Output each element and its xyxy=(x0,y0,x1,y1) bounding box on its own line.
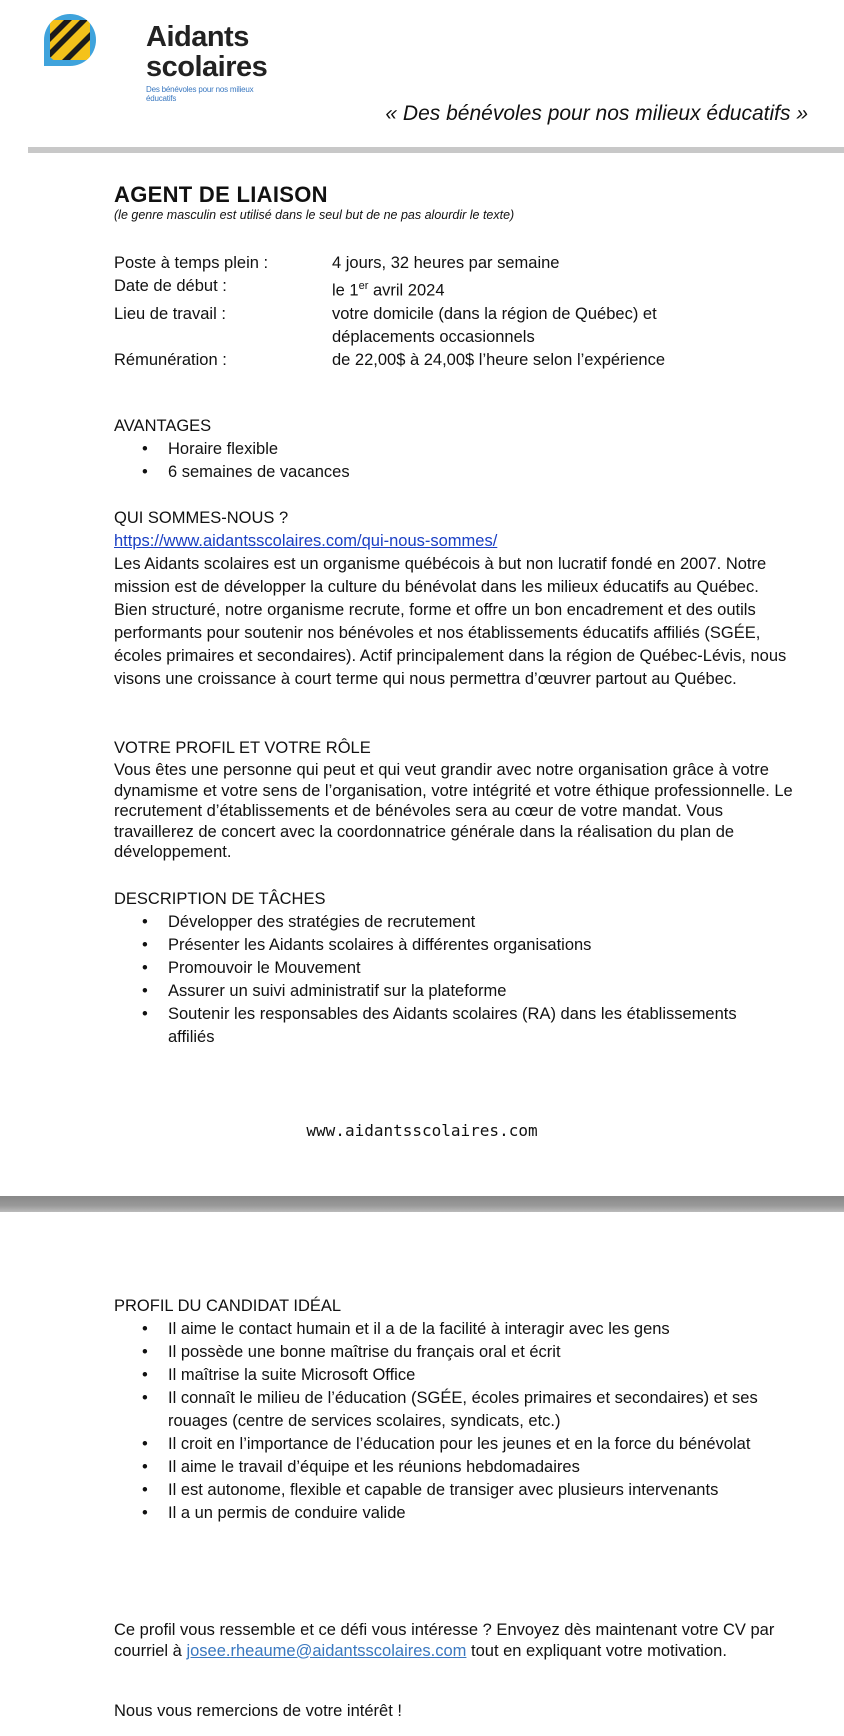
section-heading: QUI SOMMES-NOUS ? xyxy=(114,509,289,527)
profile-role-section xyxy=(114,737,794,863)
fact-label: Rémunération : xyxy=(114,350,227,369)
gender-note: (le genre masculin est utilisé dans le seul but de ne pas alourdir le texte) xyxy=(114,208,515,222)
about-link[interactable]: https://www.aidantsscolaires.com/qui-nous-sommes/ xyxy=(114,532,498,550)
profile-role-text: Vous êtes une personne qui peut et qui veut grandir avec notre organisation grâce à votre dynamisme et votre sens de l’organisation, votre intégrité et votre éthique professionnelle. Le recrutement d’établissements et de bénévoles sera au cœur de votre mandat. Vous travaillerez de concert avec la coordonnatrice générale dans la réalisation du plan de développement. xyxy=(114,761,793,861)
logo xyxy=(40,10,280,103)
apply-text-end: tout en expliquant votre motivation. xyxy=(466,1641,727,1660)
logo-mark-icon xyxy=(40,10,104,74)
advantages-list xyxy=(114,438,794,484)
fact-row-start-date xyxy=(114,275,794,303)
list-item: • Soutenir les responsables des Aidants scolaires (RA) dans les établissements affiliés xyxy=(114,1003,744,1049)
list-item: • Développer des stratégies de recrutement xyxy=(114,911,744,934)
contact-email-link[interactable]: josee.rheaume@aidantsscolaires.com xyxy=(186,1641,467,1660)
fact-label: Lieu de travail : xyxy=(114,304,226,323)
list-item: • Horaire flexible xyxy=(114,438,794,461)
header-divider xyxy=(28,147,844,153)
job-title: AGENT DE LIAISON xyxy=(114,182,328,207)
section-heading: PROFIL DU CANDIDAT IDÉAL xyxy=(114,1297,342,1315)
logo-wordmark: Aidants scolaires xyxy=(146,21,268,83)
fact-value: votre domicile (dans la région de Québec) et déplacements occasionnels xyxy=(332,304,657,346)
apply-paragraph xyxy=(114,1620,794,1661)
tasks-section xyxy=(114,888,794,1049)
fact-value: le 1er avril 2024 xyxy=(332,280,445,300)
fact-row-schedule xyxy=(114,252,794,275)
fact-label: Date de début : xyxy=(114,277,227,295)
list-item: • Il maîtrise la suite Microsoft Office xyxy=(114,1364,784,1387)
list-item: • Il possède une bonne maîtrise du français oral et écrit xyxy=(114,1341,784,1364)
tasks-list xyxy=(114,911,744,1049)
job-facts xyxy=(114,252,794,372)
page-break-divider xyxy=(0,1196,844,1212)
list-item: • Il est autonome, flexible et capable de transiger avec plusieurs intervenants xyxy=(114,1479,784,1502)
logo-subtitle: Des bénévoles pour nos milieux éducatifs xyxy=(146,85,254,103)
ideal-list xyxy=(114,1318,784,1525)
about-section xyxy=(114,507,794,691)
apply-text: Ce profil vous ressemble et ce défi vous intéresse ? Envoyez dès maintenant votre CV par courriel à xyxy=(114,1621,775,1660)
list-item: • Il connaît le milieu de l’éducation (SGÉE, écoles primaires et secondaires) et ses rouages (centre de services scolaires, syndicats, etc.) xyxy=(114,1387,784,1433)
tagline: « Des bénévoles pour nos milieux éducatifs » xyxy=(385,102,808,125)
fact-label: Poste à temps plein : xyxy=(114,254,269,272)
list-item: • Assurer un suivi administratif sur la plateforme xyxy=(114,980,744,1003)
fact-row-salary xyxy=(114,349,794,372)
ideal-candidate-section xyxy=(114,1295,794,1525)
about-text: Les Aidants scolaires est un organisme québécois à but non lucratif fondé en 2007. Notre mission est de développer la culture du bénévolat dans les milieux éducatifs au Québec. Bien structuré, notre organisme recrute, forme et offre un bon encadrement et des outils performants pour soutenir nos bénévoles et nos établissements éducatifs affiliés (SGÉE, écoles primaires et secondaires). Actif principalement dans la région de Québec-Lévis, nous visons une croissance à court terme qui nous permettra d’œuvrer partout au Québec. xyxy=(114,555,787,688)
list-item: • Il a un permis de conduire valide xyxy=(114,1502,784,1525)
advantages-section xyxy=(114,415,794,484)
list-item: • Il aime le contact humain et il a de la facilité à interagir avec les gens xyxy=(114,1318,784,1341)
fact-row-location xyxy=(114,303,794,349)
list-item: • Il croit en l’importance de l’éducation pour les jeunes et en la force du bénévolat xyxy=(114,1433,784,1456)
section-heading: AVANTAGES xyxy=(114,417,212,435)
section-heading: DESCRIPTION DE TÂCHES xyxy=(114,890,326,908)
list-item: • Présenter les Aidants scolaires à différentes organisations xyxy=(114,934,744,957)
list-item: • Promouvoir le Mouvement xyxy=(114,957,744,980)
list-item: • Il aime le travail d’équipe et les réunions hebdomadaires xyxy=(114,1456,784,1479)
list-item: • 6 semaines de vacances xyxy=(114,461,794,484)
fact-value: 4 jours, 32 heures par semaine xyxy=(332,254,560,272)
fact-value: de 22,00$ à 24,00$ l’heure selon l’expérience xyxy=(332,350,665,369)
section-heading: VOTRE PROFIL ET VOTRE RÔLE xyxy=(114,739,371,757)
footer-website: www.aidantsscolaires.com xyxy=(306,1121,538,1140)
thanks-text: Nous vous remercions de votre intérêt ! xyxy=(114,1702,402,1720)
